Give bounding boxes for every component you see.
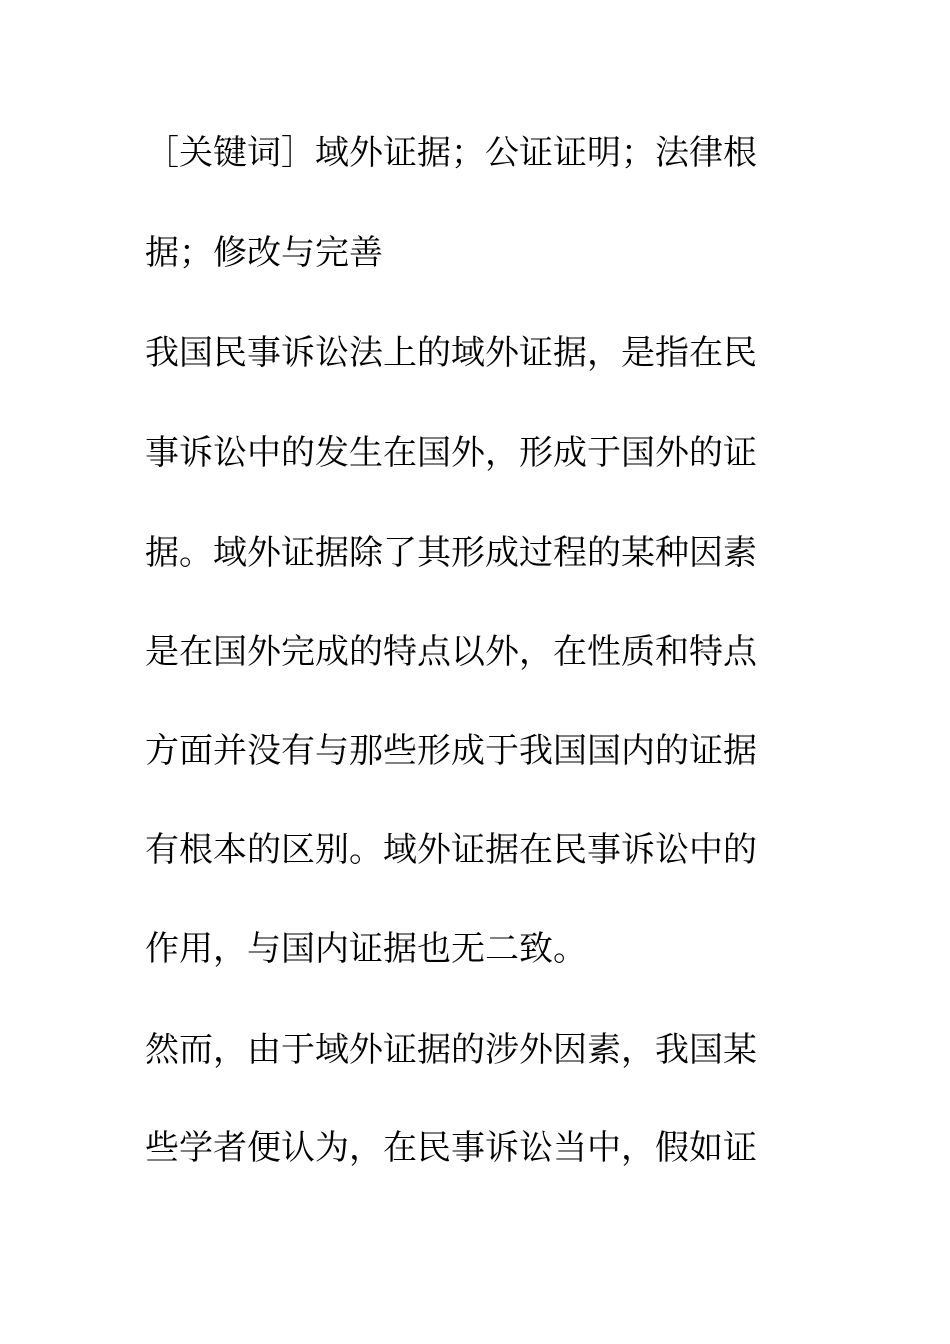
text-line: 作用，与国内证据也无二致。 [145,929,587,969]
text-line: 然而，由于域外证据的涉外因素，我国某 [145,1030,757,1070]
text-line: 有根本的区别。域外证据在民事诉讼中的 [145,830,757,870]
text-line: 据。域外证据除了其形成过程的某种因素 [145,533,757,573]
text-line: 据；修改与完善 [145,233,383,273]
text-line: 方面并没有与那些形成于我国国内的证据 [145,731,757,771]
text-line: 些学者便认为，在民事诉讼当中，假如证 [145,1128,757,1168]
text-line: 我国民事诉讼法上的域外证据，是指在民 [145,333,757,373]
text-line-keywords: ［关键词］域外证据；公证证明；法律根 [145,133,757,173]
text-line: 事诉讼中的发生在国外，形成于国外的证 [145,433,757,473]
text-line: 是在国外完成的特点以外，在性质和特点 [145,632,757,672]
